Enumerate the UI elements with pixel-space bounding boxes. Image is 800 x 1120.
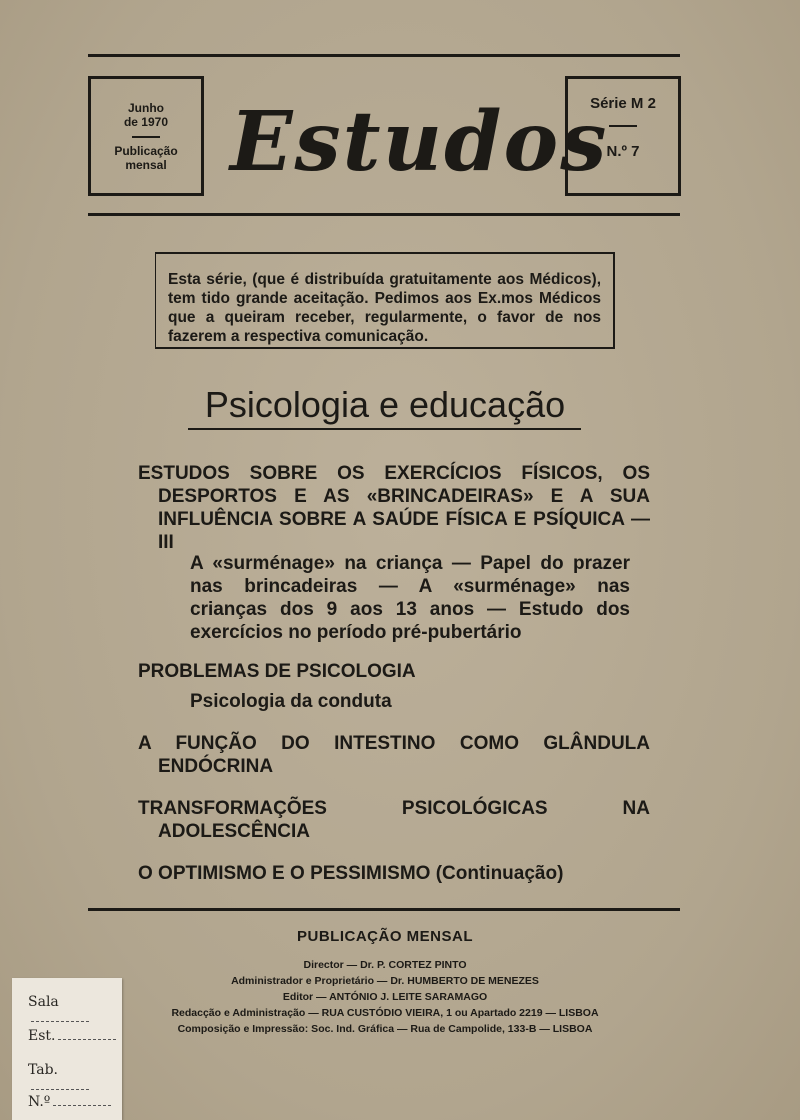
notice-box: Esta série, (que é distribuída gratuitamente aos Médicos), tem tido grande aceitação. Pedimos aos Ex.mos Médicos que a queiram receber, regularmente, o favor de nos fazerem a respectiva comunicação. [155, 252, 615, 349]
month-label: Junho [128, 101, 164, 115]
footer-title: PUBLICAÇÃO MENSAL [297, 928, 473, 945]
footer-printing: Composição e Impressão: Soc. Ind. Gráfica — Rua de Campolide, 133-B — LISBOA [177, 1023, 593, 1035]
issue-number: N.º 7 [606, 143, 640, 160]
header-bottom-rule [88, 213, 680, 216]
date-box-divider [132, 136, 160, 138]
footer-administrator: Administrador e Proprietário — Dr. HUMBERTO DE MENEZES [231, 975, 539, 987]
top-rule [88, 54, 680, 57]
toc-heading-4: TRANSFORMAÇÕES PSICOLÓGICAS NA ADOLESCÊNCIA [138, 798, 650, 842]
label-tab-blank [31, 1079, 89, 1090]
toc-heading-2: PROBLEMAS DE PSICOLOGIA [138, 661, 416, 682]
toc-heading-5: O OPTIMISMO E O PESSIMISMO (Continuação) [138, 863, 564, 884]
footer-editor: Editor — ANTÓNIO J. LEITE SARAMAGO [282, 991, 488, 1003]
series-label: Série M 2 [590, 95, 656, 112]
label-tab: Tab. [28, 1062, 59, 1078]
toc-heading-3: A FUNÇÃO DO INTESTINO COMO GLÂNDULA ENDÓCRINA [138, 733, 650, 777]
footer-address: Redacção e Administração — RUA CUSTÓDIO VIEIRA, 1 ou Apartado 2219 — LISBOA [171, 1007, 599, 1019]
label-sala: Sala [28, 994, 59, 1010]
frequency-label: mensal [125, 158, 167, 172]
publication-label: Publicação [114, 144, 178, 158]
masthead-title: Estudos [230, 94, 609, 190]
footer-rule [88, 908, 680, 911]
label-row-tab [28, 1062, 118, 1094]
label-numero: N.º [28, 1094, 51, 1110]
section-title-underline [188, 428, 581, 430]
footer-director: Director — Dr. P. CORTEZ PINTO [303, 959, 467, 971]
label-est: Est. [28, 1028, 56, 1044]
series-box [565, 76, 681, 196]
label-sala-blank [31, 1011, 89, 1022]
toc-subheading-2: Psicologia da conduta [190, 691, 392, 712]
section-title: Psicologia e educação [204, 384, 566, 425]
toc-heading-1: ESTUDOS SOBRE OS EXERCÍCIOS FÍSICOS, OS DESPORTOS E AS «BRINCADEIRAS» E A SUA INFLUÊNCIA SOBRE A SAÚDE FÍSICA E PSÍQUICA — III [138, 463, 650, 553]
label-row-est [28, 1028, 118, 1044]
year-label: de 1970 [123, 115, 169, 129]
label-row-sala [28, 994, 118, 1026]
label-numero-blank [53, 1095, 111, 1106]
label-row-numero [28, 1094, 118, 1110]
series-box-divider [609, 125, 637, 127]
label-est-blank [58, 1029, 116, 1040]
toc-subheading-1: A «surménage» na criança — Papel do prazer nas brincadeiras — A «surménage» nas crianças dos 9 aos 13 anos — Estudo dos exercícios no período pré-pubertário [190, 553, 630, 643]
footer-credits [130, 957, 640, 1037]
library-label [12, 978, 122, 1120]
date-box [88, 76, 204, 196]
